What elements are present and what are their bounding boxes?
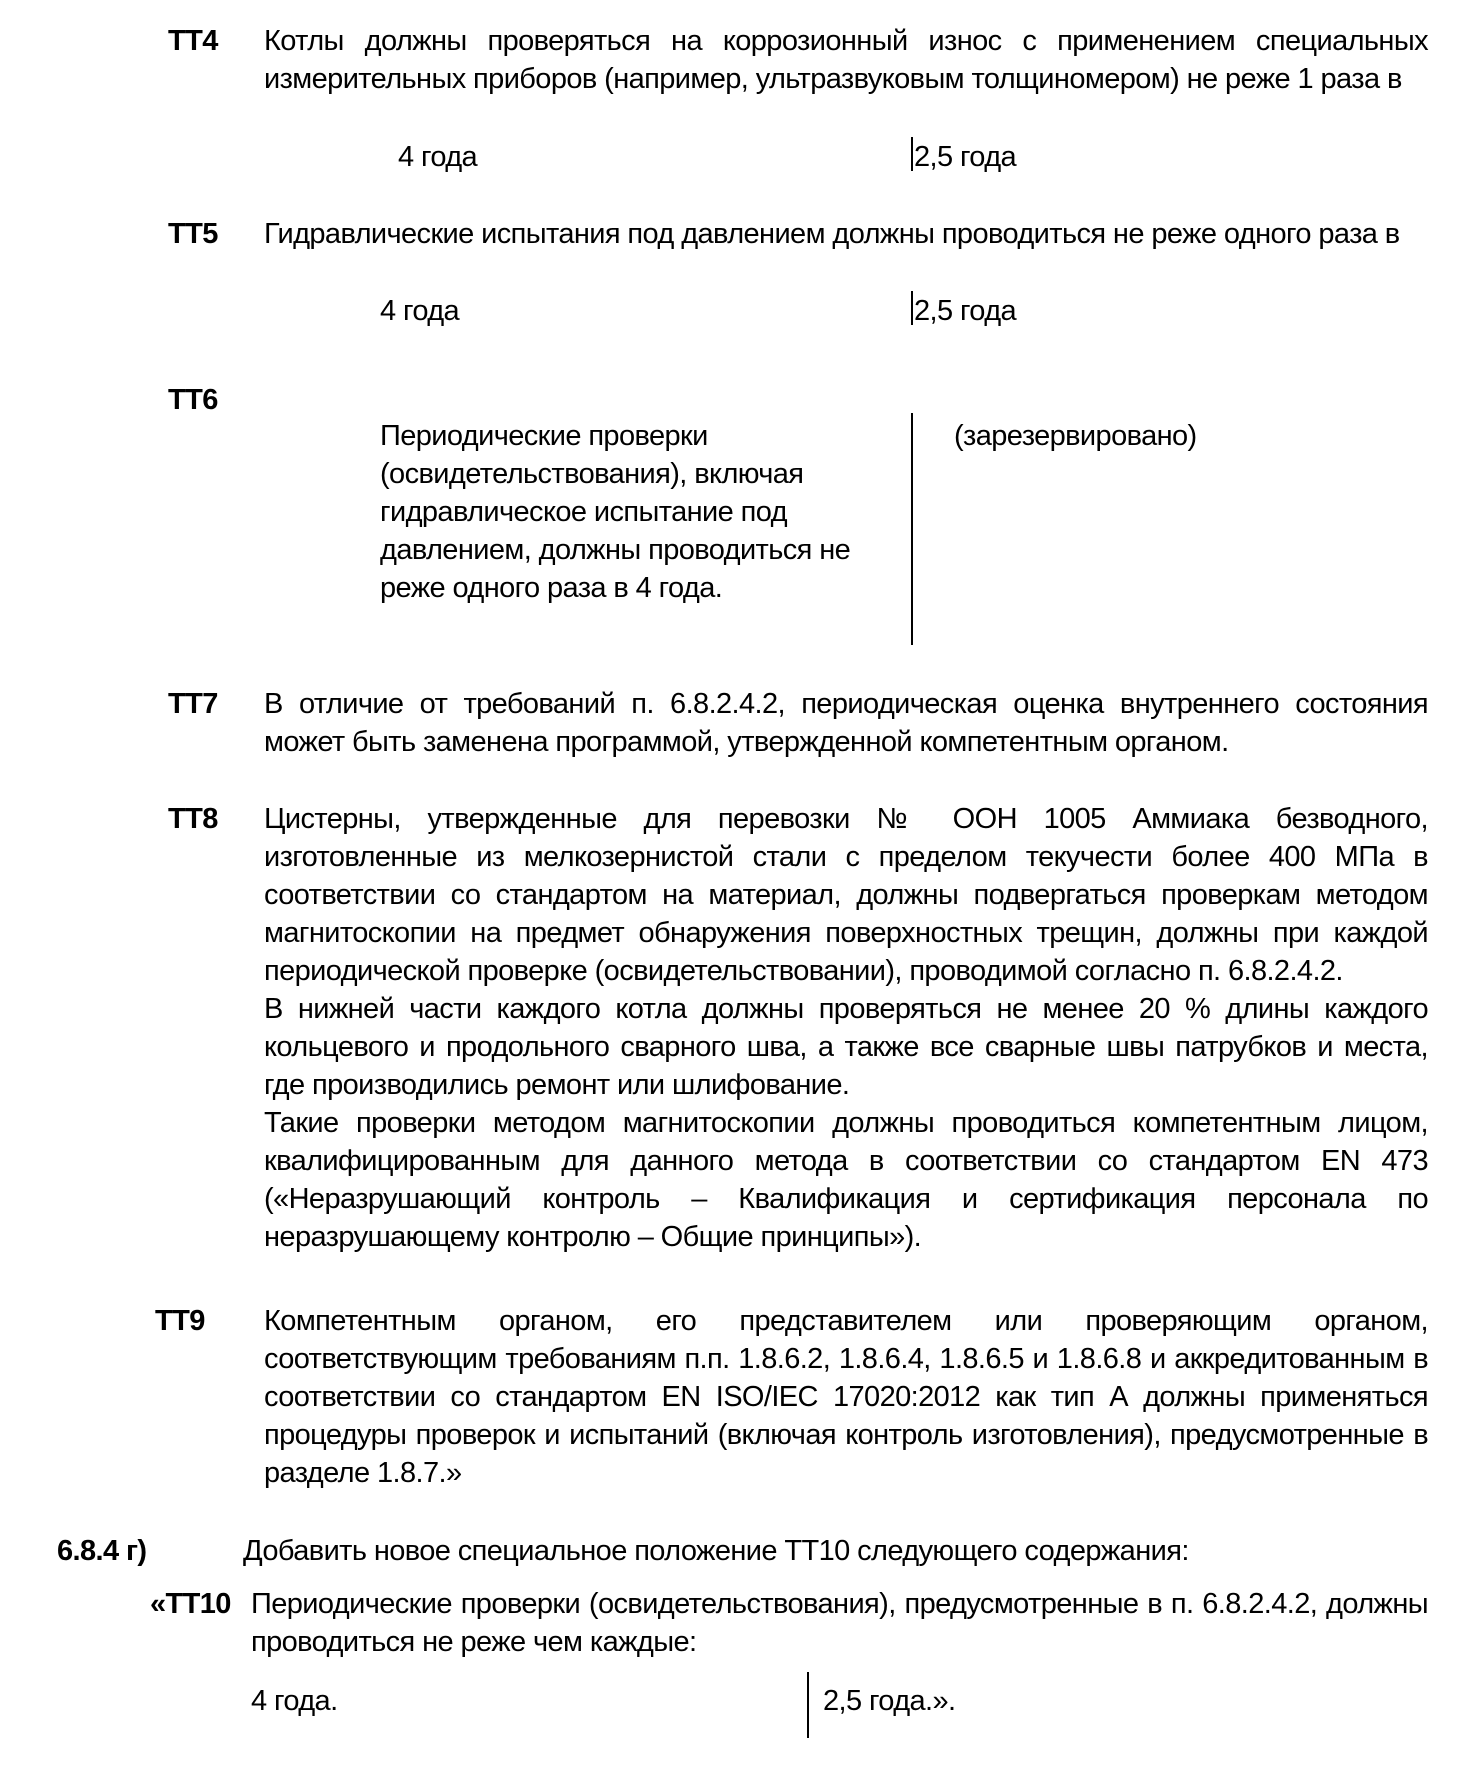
tt4-right-value: 2,5 года [914, 141, 1017, 173]
tt8-line: кольцевого и продольного сварного шва, а также все сварные швы патрубков и места, [264, 1031, 1428, 1063]
tt4-text [264, 22, 1428, 98]
tt10-column-divider [807, 1672, 809, 1738]
tt5-right-value: 2,5 года [914, 295, 1017, 327]
tt10-code: «TT10 [150, 1588, 231, 1620]
tt9-line: Компетентным органом, его представителем или проверяющим органом, [264, 1305, 1428, 1337]
tt9-line: процедуры проверок и испытаний (включая контроль изготовления), предусмотренные в [264, 1419, 1428, 1451]
tt6-left-line: реже одного раза в 4 года. [380, 572, 723, 604]
tt6-right-value: (зарезервировано) [954, 420, 1197, 452]
tt10-line: Периодические проверки (освидетельствования), предусмотренные в п. 6.8.2.4.2, должны [251, 1588, 1428, 1620]
tt4-line-1: Котлы должны проверяться на коррозионный износ с применением специальных [264, 25, 1428, 57]
tt9-text [264, 1302, 1428, 1492]
tt7-code: TT7 [168, 688, 218, 720]
tt6-left-line: Периодические проверки [380, 420, 708, 452]
section-6-8-4-code: 6.8.4 г) [57, 1535, 147, 1567]
tt7-line: может быть заменена программой, утвержденной компетентным органом. [264, 726, 1229, 758]
tt9-line: соответствии со стандартом EN ISO/IEC 17020:2012 как тип А должны применяться [264, 1381, 1428, 1413]
tt9-line: соответствующим требованиям п.п. 1.8.6.2, 1.8.6.4, 1.8.6.5 и 1.8.6.8 и аккредитованным в [264, 1343, 1428, 1375]
tt6-column-divider [911, 413, 913, 645]
tt9-line: разделе 1.8.7.» [264, 1457, 462, 1489]
tt7-line: В отличие от требований п. 6.8.2.4.2, периодическая оценка внутреннего состояния [264, 688, 1428, 720]
tt10-text [251, 1585, 1428, 1661]
tt6-left-line: давлением, должны проводиться не [380, 534, 851, 566]
tt8-line: («Неразрушающий контроль – Квалификация и сертификация персонала по [264, 1183, 1428, 1215]
tt8-line: Цистерны, утвержденные для перевозки № ООН 1005 Аммиака безводного, [264, 803, 1428, 835]
tt9-code: TT9 [155, 1305, 205, 1337]
tt4-column-divider [911, 137, 913, 171]
tt4-left-value: 4 года [398, 141, 478, 173]
tt8-line: неразрушающему контролю – Общие принципы»). [264, 1221, 922, 1253]
tt8-line: где производились ремонт или шлифование. [264, 1069, 850, 1101]
tt5-code: TT5 [168, 218, 218, 250]
tt7-text [264, 685, 1428, 761]
tt5-left-value: 4 года [380, 295, 460, 327]
tt6-left-line: гидравлическое испытание под [380, 496, 787, 528]
tt10-line: проводиться не реже чем каждые: [251, 1626, 697, 1658]
tt8-line: периодической проверке (освидетельствовании), проводимой согласно п. 6.8.2.4.2. [264, 955, 1343, 987]
tt8-line: Такие проверки методом магнитоскопии должны проводиться компетентным лицом, [264, 1107, 1428, 1139]
tt8-line: изготовленные из мелкозернистой стали с пределом текучести более 400 МПа в [264, 841, 1428, 873]
tt6-left-text [380, 417, 880, 607]
tt6-left-line: (освидетельствования), включая [380, 458, 804, 490]
tt4-code: TT4 [168, 25, 218, 57]
tt8-line: соответствии со стандартом на материал, должны подвергаться проверкам методом [264, 879, 1428, 911]
tt5-column-divider [911, 291, 913, 325]
tt6-code: TT6 [168, 384, 218, 416]
tt8-text [264, 800, 1428, 1256]
tt10-right-value: 2,5 года.». [823, 1685, 956, 1717]
tt4-line-2: измерительных приборов (например, ультразвуковым толщиномером) не реже 1 раза в [264, 63, 1402, 95]
tt8-line: магнитоскопии на предмет обнаружения поверхностных трещин, должны при каждой [264, 917, 1428, 949]
tt8-code: TT8 [168, 803, 218, 835]
section-6-8-4-text: Добавить новое специальное положение TT10 следующего содержания: [243, 1535, 1189, 1567]
tt8-line: В нижней части каждого котла должны проверяться не менее 20 % длины каждого [264, 993, 1428, 1025]
tt8-line: квалифицированным для данного метода в соответствии со стандартом EN 473 [264, 1145, 1428, 1177]
tt5-text: Гидравлические испытания под давлением должны проводиться не реже одного раза в [264, 218, 1400, 250]
tt10-left-value: 4 года. [251, 1685, 338, 1717]
